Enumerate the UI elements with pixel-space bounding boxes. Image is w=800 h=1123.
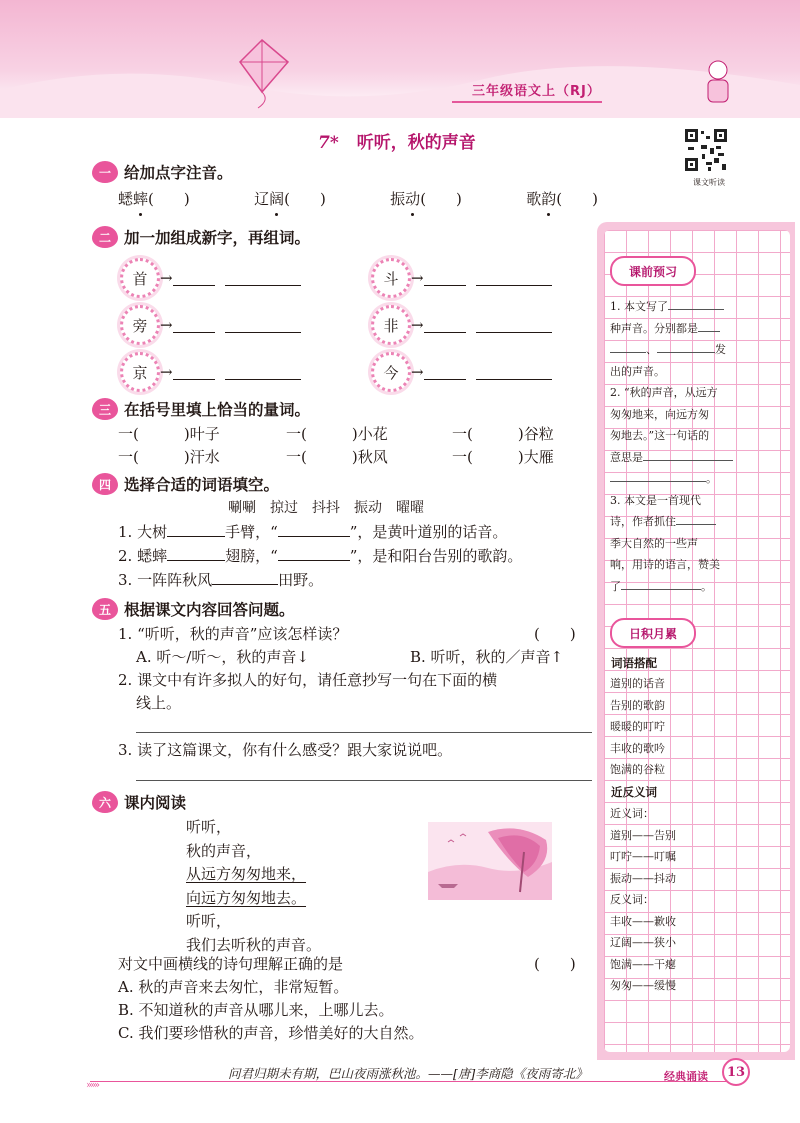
section-6-header (92, 791, 186, 813)
lesson-title (318, 128, 476, 153)
arrow-icon: → (411, 363, 424, 381)
section-badge: 六 (92, 791, 118, 813)
poem (186, 816, 321, 957)
arrow-icon: → (160, 316, 173, 334)
collocation-list (610, 673, 786, 781)
fill-question-1: 1. 大树 手臂，“ ”，是黄叶道别的话音。 (118, 523, 508, 541)
answer-blank[interactable] (167, 546, 225, 561)
answer-blank[interactable] (173, 318, 215, 333)
header-rule (452, 101, 602, 103)
chevron-right-icon: ›››››› (86, 1080, 98, 1091)
arrow-icon: → (411, 269, 424, 287)
answer-blank[interactable] (225, 271, 301, 286)
char-flower: 斗 (371, 258, 411, 298)
poem-line-underlined: 从远方匆匆地来， (186, 865, 307, 883)
list-item: 告别的歌韵 (610, 698, 665, 712)
section-1-header (92, 161, 233, 183)
list-item: 丰收的歌吟 (610, 741, 665, 755)
answer-blank[interactable] (225, 318, 301, 333)
fill-question-3: 3. 一阵阵秋风 田野。 (118, 571, 324, 589)
question-2-cont: 线上。 (136, 694, 182, 712)
grade-label: 三年级语文上（RJ） (472, 84, 601, 99)
answer-blank[interactable] (424, 365, 466, 380)
measure-word-item[interactable]: 一( )谷粒 (452, 425, 554, 443)
list-item: 饱满——干瘪 (610, 957, 676, 971)
char-flower: 旁 (120, 305, 160, 345)
answer-blank[interactable] (424, 271, 466, 286)
compose-item (371, 305, 552, 345)
option-c[interactable]: C. 我们要珍惜秋的声音，珍惜美好的大自然。 (118, 1024, 424, 1042)
footer-label: 经典诵读 (664, 1070, 708, 1083)
measure-word-item[interactable]: 一( )大雁 (452, 448, 554, 466)
arrow-icon: → (411, 316, 424, 334)
char-flower: 京 (120, 352, 160, 392)
answer-blank[interactable] (278, 546, 350, 561)
question-3: 3. 读了这篇课文，你有什么感受？跟大家说说吧。 (118, 741, 453, 759)
measure-word-item[interactable]: 一( )小花 (286, 425, 388, 443)
word-bank: 唰唰 掠过 抖抖 振动 曜曜 (228, 500, 424, 516)
compose-item (120, 352, 301, 392)
section-badge: 五 (92, 598, 118, 620)
section-title: 课内阅读 (124, 794, 187, 812)
qr-code-icon[interactable] (684, 128, 728, 172)
list-item: 暖暖的叮咛 (610, 720, 665, 733)
section-3-header (92, 398, 310, 420)
synonym-antonym-list: 近义词： 道别——告别 叮咛——叮嘱 振动——抖动 反义词： 丰收——歉收 辽阔——狭小 饱满——干瘪 匆匆——缓慢 (610, 803, 786, 997)
answer-blank[interactable] (424, 318, 466, 333)
section-title: 给加点字注音。 (124, 164, 233, 182)
question-1: 1. “听听，秋的声音”应该怎样读？ (118, 625, 348, 643)
char-flower: 首 (120, 258, 160, 298)
answer-blank[interactable] (212, 570, 278, 585)
answer-paren[interactable]: ( ) (534, 955, 576, 973)
answer-blank[interactable] (167, 522, 225, 537)
lesson-name: 听听，秋的声音 (356, 133, 476, 153)
section-4-header (92, 473, 279, 495)
option-b[interactable]: B. 不知道秋的声音从哪儿来，上哪儿去。 (118, 1001, 394, 1019)
compose-item (120, 305, 301, 345)
answer-blank[interactable] (476, 365, 552, 380)
accumulation-tag: 日积月累 (610, 618, 696, 648)
lesson-number: 7* (318, 133, 339, 153)
answer-blank[interactable] (476, 271, 552, 286)
compose-item (371, 352, 552, 392)
page-number: 13 (722, 1058, 750, 1086)
section-title: 加一加组成新字，再组词。 (124, 229, 311, 247)
poem-line-underlined: 向远方匆匆地去。 (186, 888, 307, 907)
fill-question-2: 2. 蟋蟀 翅膀，“ ”，是和阳台告别的歌韵。 (118, 547, 523, 565)
synonym-antonym-heading: 近反义词 (611, 785, 657, 799)
pinyin-item: 振动( ) (390, 190, 462, 208)
measure-word-item[interactable]: 一( )叶子 (118, 425, 220, 443)
char-flower: 今 (371, 352, 411, 392)
list-item: 辽阔——狭小 (610, 936, 676, 949)
arrow-icon: → (160, 269, 173, 287)
section-badge: 三 (92, 398, 118, 420)
reading-question: 对文中画横线的诗句理解正确的是 (118, 955, 344, 973)
list-item: 道别的话音 (610, 677, 665, 690)
qr-caption: 课文听读 (693, 178, 725, 187)
measure-word-item[interactable]: 一( )秋风 (286, 448, 388, 466)
question-2: 2. 课文中有许多拟人的好句，请任意抄写一句在下面的横 (118, 671, 498, 689)
answer-line[interactable] (136, 732, 592, 733)
answer-blank[interactable] (278, 522, 350, 537)
section-5-header (92, 598, 295, 620)
poem-line: 听听， (186, 912, 232, 930)
autumn-landscape-image (428, 822, 552, 900)
collocation-heading: 词语搭配 (611, 656, 657, 670)
compose-item (371, 258, 552, 298)
preview-tag: 课前预习 (610, 256, 696, 286)
pinyin-row (118, 188, 598, 209)
section-title: 根据课文内容回答问题。 (124, 601, 295, 619)
option-b[interactable]: B. 听听，秋的／声音↑ (410, 648, 564, 666)
list-item: 叮咛——叮嘱 (610, 850, 676, 863)
option-a[interactable]: A. 秋的声音来去匆忙，非常短暂。 (118, 978, 349, 996)
section-badge: 二 (92, 226, 118, 248)
measure-word-item[interactable]: 一( )汗水 (118, 448, 220, 466)
preview-questions: 1. 本文写了 种声音。分别都是 、 发 出的声音。 2. “秋的声音，从远方 匆匆地来，向远方匆 匆地去。”这一句话的 意思是 。 3. 本文是一首现代 诗，作者抓住 季大自然的一些声 响，用诗的语言，赞美 了 。 (610, 296, 786, 597)
section-title: 选择合适的词语填空。 (124, 476, 280, 494)
poem-line: 秋的声音， (186, 841, 262, 860)
compose-item (120, 258, 301, 298)
list-item: 匆匆——缓慢 (610, 979, 676, 992)
poem-line: 我们去听秋的声音。 (186, 935, 322, 954)
section-badge: 一 (92, 161, 118, 183)
pinyin-item: 歌韵( ) (526, 190, 598, 208)
poem-line: 听听， (186, 818, 232, 836)
header-banner (0, 0, 800, 118)
answer-paren[interactable]: ( ) (534, 625, 576, 643)
answer-line[interactable] (136, 780, 592, 781)
section-badge: 四 (92, 473, 118, 495)
section-2-header (92, 226, 310, 248)
answer-blank[interactable] (476, 318, 552, 333)
char-flower: 非 (371, 305, 411, 345)
list-item: 饱满的谷粒 (610, 763, 665, 776)
footer-rule (90, 1081, 740, 1082)
arrow-icon: → (160, 363, 173, 381)
list-item: 道别——告别 (610, 828, 676, 842)
option-a[interactable]: A. 听～/听～，秋的声音↓ (136, 648, 309, 666)
list-item: 振动——抖动 (610, 871, 676, 885)
footer-quote: 问君归期未有期，巴山夜雨涨秋池。——[唐]李商隐《夜雨寄北》 (228, 1066, 588, 1081)
pinyin-item: 蟋蟀( ) (118, 190, 190, 208)
pinyin-item: 辽阔( ) (254, 190, 326, 208)
answer-blank[interactable] (173, 365, 215, 380)
header-decoration (0, 0, 800, 118)
list-item: 丰收——歉收 (610, 914, 676, 928)
section-title: 在括号里填上恰当的量词。 (124, 401, 311, 419)
answer-blank[interactable] (173, 271, 215, 286)
answer-blank[interactable] (225, 365, 301, 380)
